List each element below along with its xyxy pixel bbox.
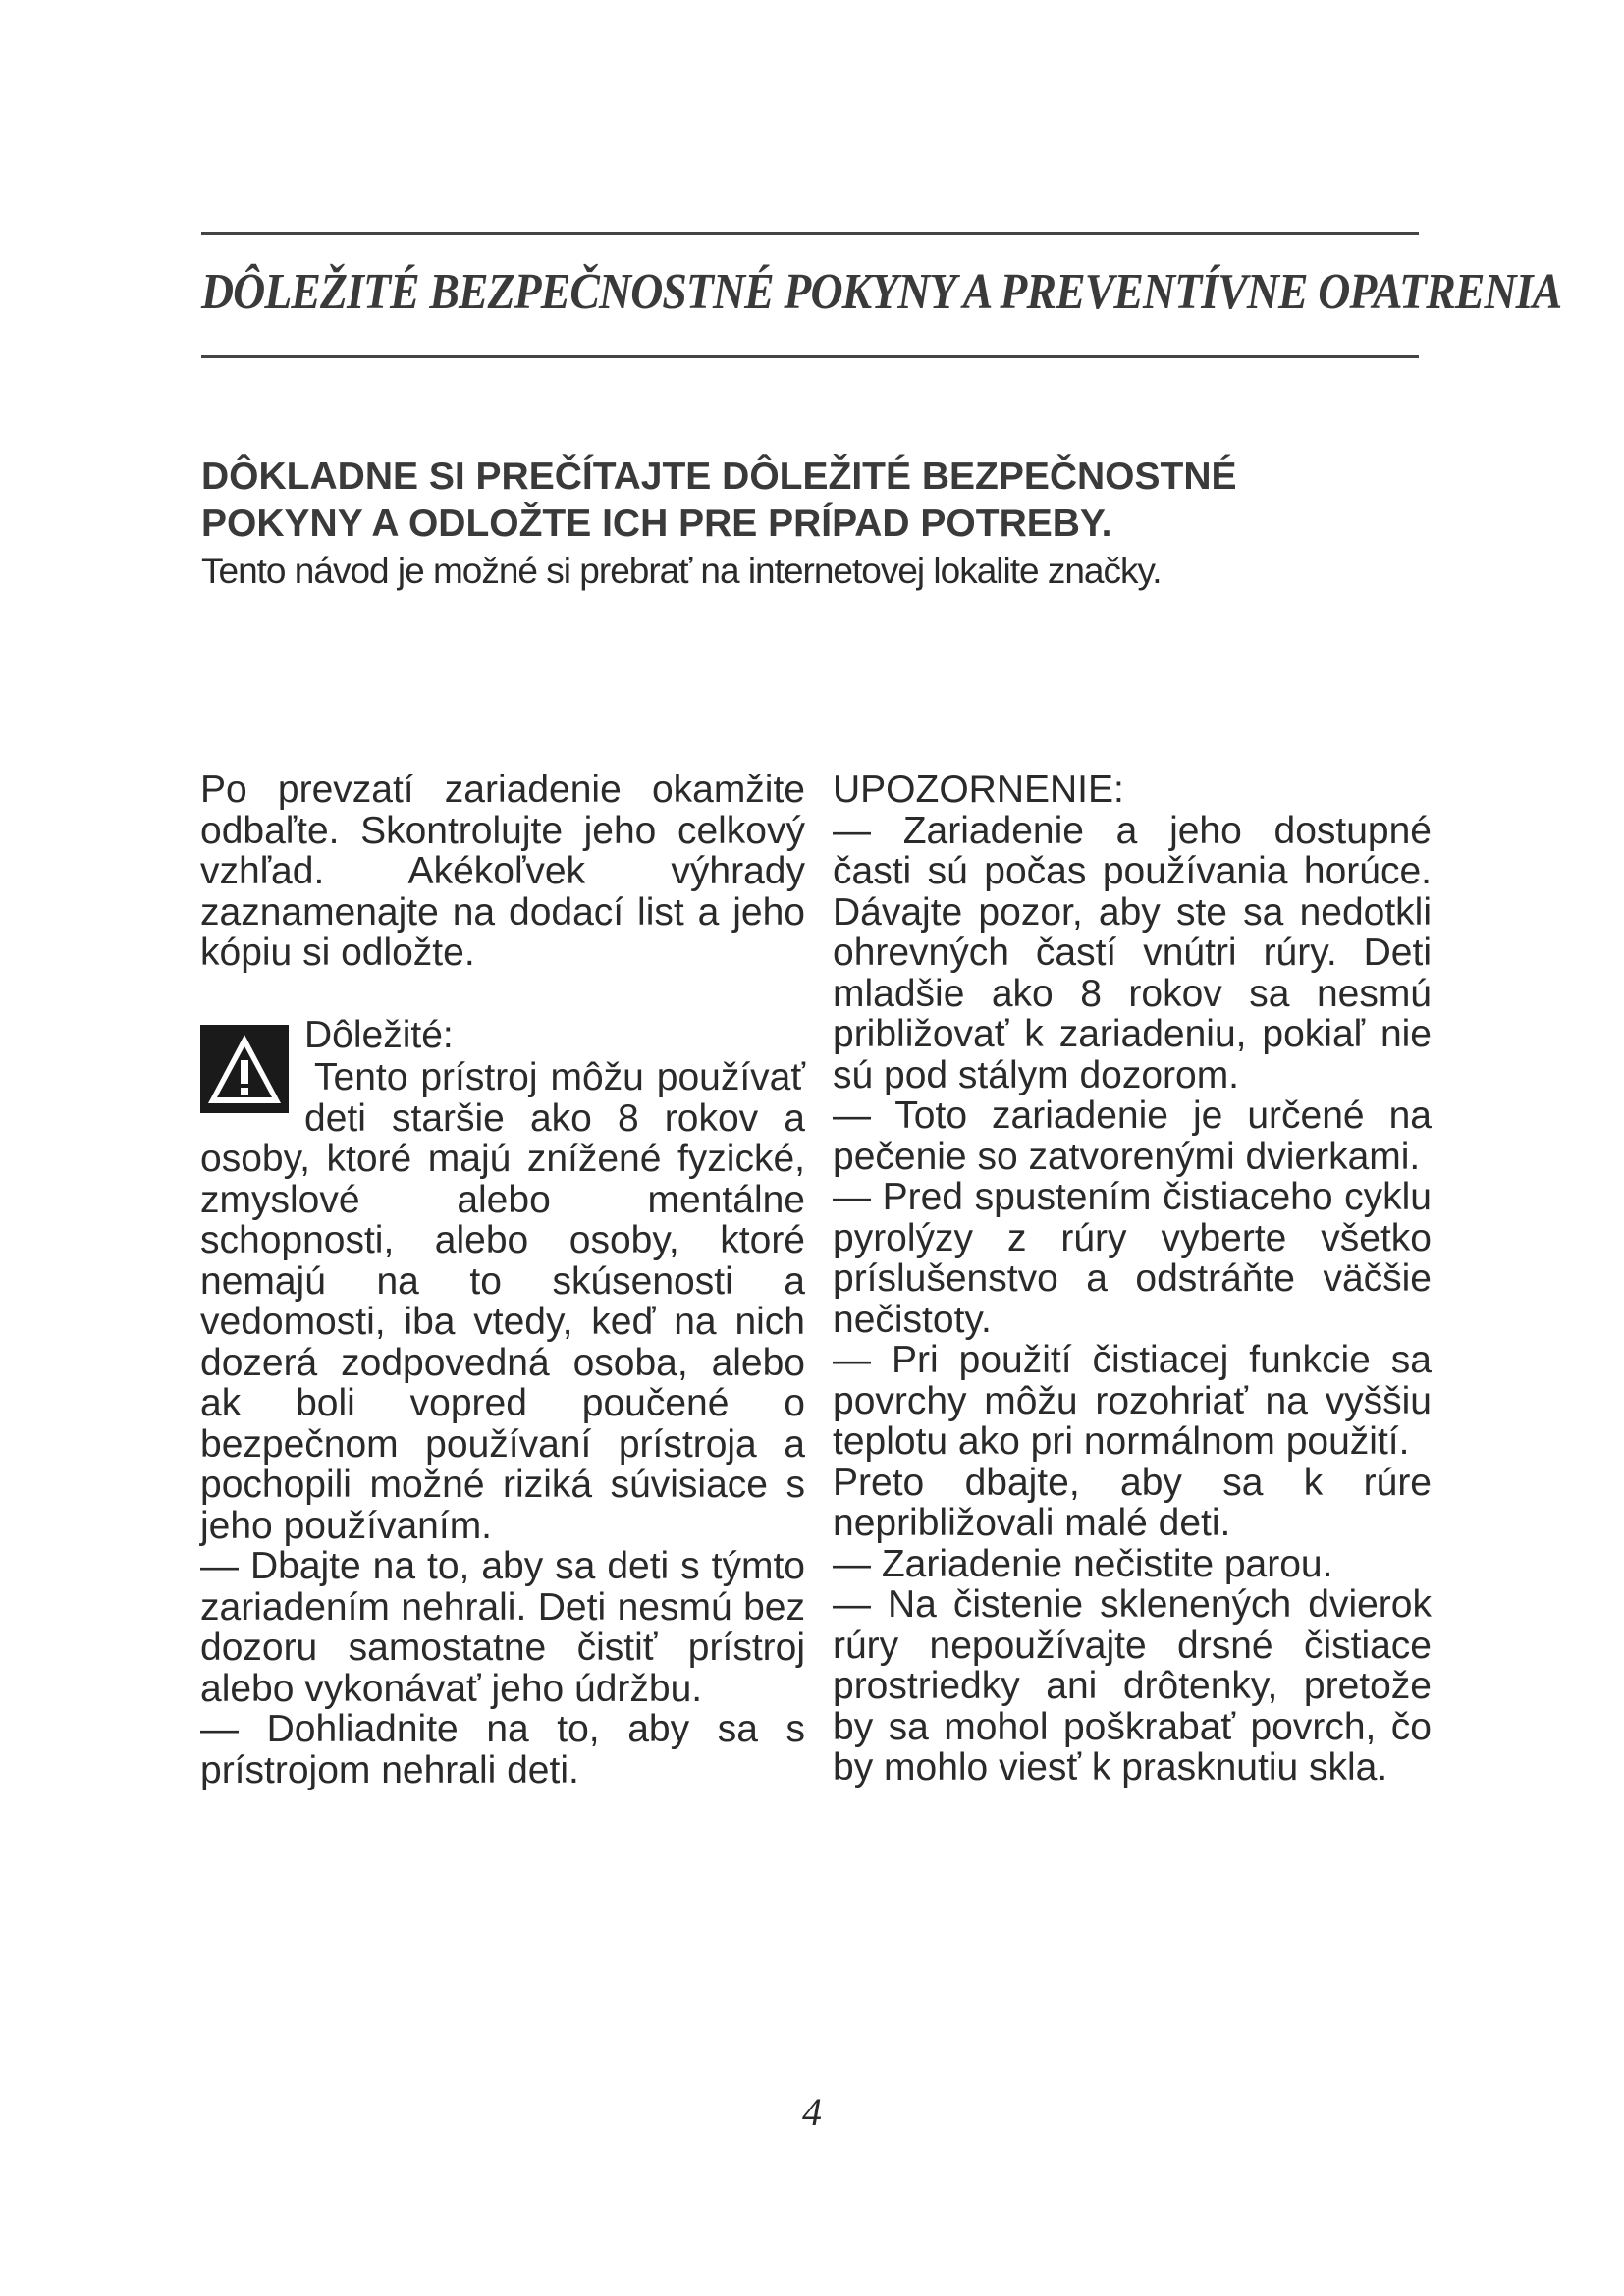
intro-instruction (201, 454, 1419, 548)
children-play-bullet: — Dbajte na to, aby sa deti s týmto zariadením nehrali. Deti nesmú bez dozoru samostatne čistiť prístroj alebo vykonávať jeho údržbu. (200, 1545, 805, 1710)
warning-triangle-icon (200, 1025, 289, 1113)
unpacking-paragraph: Po prevzatí zariadenie okamžite odbaľte. Skontrolujte jeho celkový vzhľad. Akékoľvek výhrady zaznamenajte na dodací list a jeho kópiu si odložte. (200, 769, 805, 974)
page-title: DÔLEŽITÉ BEZPEČNOSTNÉ POKYNY A PREVENTÍVNE OPATRENIA (201, 264, 1562, 320)
no-steam-bullet: — Zariadenie nečistite parou. (833, 1542, 1333, 1585)
keep-children-away-text: Preto dbajte, aby sa k rúre nepribližovali malé deti. (833, 1461, 1432, 1544)
warning-label: Dôležité: (304, 1013, 454, 1056)
header-rule-top (201, 232, 1419, 235)
warning-text: Tento prístroj môžu používať deti staršie ako 8 rokov a osoby, ktoré majú znížené fyzické, zmyslové alebo mentálne schopnosti, alebo osoby, ktoré nemajú na to skúsenosti a vedomosti, iba vtedy, keď na nich dozerá zodpovedná osoba, alebo ak boli vopred poučené o bezpečnom používaní prístroja a pochopili možné riziká súvisiace s jeho používaním. (200, 1056, 805, 1547)
page-number: 4 (802, 2090, 822, 2134)
glass-door-bullet: — Na čistenie sklenených dvierok rúry nepoužívajte drsné čistiace prostriedky ani drôtenky, pretože by sa mohol poškrabať povrch, čo by mohlo viesť k prasknutiu skla. (833, 1583, 1432, 1789)
header-rule-bottom (201, 355, 1419, 358)
intro-instruction-line-2: POKYNY A ODLOŽTE ICH PRE PRÍPAD POTREBY. (201, 503, 1112, 545)
pyrolysis-bullet: — Pred spustením čistiaceho cyklu pyrolýzy z rúry vyberte všetko príslušenstvo a odstráňte väčšie nečistoty. (833, 1176, 1432, 1341)
supervision-bullet: — Dohliadnite na to, aby sa s prístrojom nehrali deti. (200, 1708, 805, 1791)
intro-instruction-line-1: DÔKLADNE SI PREČÍTAJTE DÔLEŽITÉ BEZPEČNOSTNÉ (201, 455, 1237, 498)
left-column (200, 770, 805, 1790)
warning-block (200, 1015, 805, 1547)
hot-parts-bullet: — Zariadenie a jeho dostupné časti sú počas používania horúce. Dávajte pozor, aby ste sa nedotkli ohrevných častí vnútri rúry. Deti mladšie ako 8 rokov sa nesmú približovať k zariadeniu, pokiaľ nie sú pod stálym dozorom. (833, 809, 1432, 1096)
intro-section (201, 454, 1419, 595)
right-column (833, 770, 1432, 1789)
caution-heading: UPOZORNENIE: (833, 769, 1124, 811)
closed-door-bullet: — Toto zariadenie je určené na pečenie so zatvorenými dvierkami. (833, 1095, 1432, 1178)
cleaning-heat-bullet: — Pri použití čistiacej funkcie sa povrchy môžu rozohriať na vyššiu teplotu ako pri normálnom použití. (833, 1339, 1432, 1463)
intro-download-note: Tento návod je možné si prebrať na internetovej lokalite značky. (201, 551, 1162, 591)
